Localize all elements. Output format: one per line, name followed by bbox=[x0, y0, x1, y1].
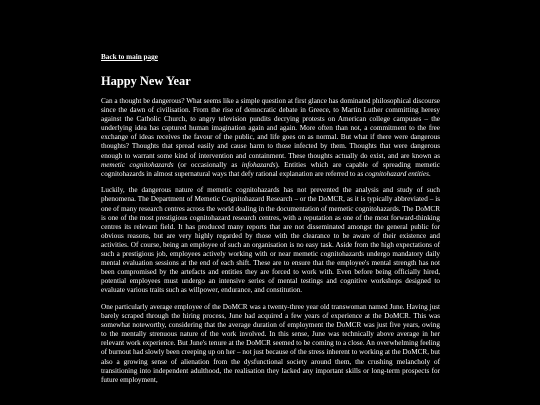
article-title: Happy New Year bbox=[101, 74, 191, 88]
article-paragraph-2: Luckily, the dangerous nature of memetic cognitohazards has not prevented the analysis and study of such phenomena. The Department of Memetic Cognitohazard Research – or the DoMCR, as it is typically abbreviated – is one of many research centres across the world dealing in the documentation of memetic cognitohazards. The DoMCR is one of the most prestigious cognitohazard research centres, with a reputation as one of the most forward-thinking centres its relevant field. It has produced many reports that are not disseminated amongst the general public for obvious reasons, but are very highly regarded by those with the clearance to be aware of their existence and activities. Of course, being an employee of such an organisation is no easy task. Aside from the high expectations of such a prestigious job, employees actively working with or near memetic cognitohazards undergo mandatory daily mental evaluation sessions at the end of each shift. These are to ensure that the employee's mental strength has not been compromised by the artefacts and entities they are forced to work with. Even before being officially hired, potential employees must undergo an intensive series of mental testings and cognitive workshops designed to evaluate various traits such as willpower, endurance, and constitution. bbox=[101, 186, 440, 295]
article-page bbox=[101, 53, 440, 392]
paragraph-1-text-b: (or occasionally as bbox=[173, 160, 242, 169]
back-to-main-page-link[interactable]: Back to main page bbox=[101, 53, 158, 61]
paragraph-1-text-c: ). Entities which are capable of spreading memetic cognitohazards in almost supernatural ways that defy rational explanation are referred to as bbox=[101, 160, 440, 178]
paragraph-1-text-d: . bbox=[428, 169, 431, 178]
article-paragraph-1 bbox=[101, 97, 440, 179]
paragraph-1-text-a: Can a thought be dangerous? What seems like a simple question at first glance has dominated philosophical discourse since the dawn of civilisation. From the rise of democratic debate in Greece, to Martin Luther committing heresy against the Catholic Church, to angry television pundits decrying protests on American college campuses – the underlying idea has captured human imagination again and again. More often than not, a commitment to the free exchange of ideas receives the favour of the public, and life goes on as normal. But what if there were dangerous thoughts? Thoughts that spread easily and cause harm to those infected by them. Thoughts that were dangerous enough to warrant some kind of intervention and containment. These thoughts actually do exist, and are known as bbox=[101, 97, 440, 160]
term-infohazards: infohazards bbox=[241, 160, 276, 169]
term-memetic-cognitohazards: memetic cognitohazards bbox=[101, 160, 174, 169]
term-cognitohazard-entities: cognitohazard entities bbox=[365, 169, 429, 178]
article-paragraph-3: One particularly average employee of the DoMCR was a twenty-three year old transwoman named June. Having just barely scraped through the hiring process, June had acquired a few years of experience at the DoMCR. This was somewhat noteworthy, considering that the average duration of employment the DoMCR was just five years, owing to the mentally strenuous nature of the work involved. In this sense, June was technically above average in her relevant work experience. But June's tenure at the DoMCR seemed to be coming to a close. An overwhelming feeling of burnout had slowly been creeping up on her – not just because of the stress inherent to working at the DoMCR, but also a growing sense of alienation from the dysfunctional society around them, the crushing melancholy of transitioning into independent adulthood, the realisation they lacked any important skills or long-term prospects for future employment, bbox=[101, 302, 440, 384]
